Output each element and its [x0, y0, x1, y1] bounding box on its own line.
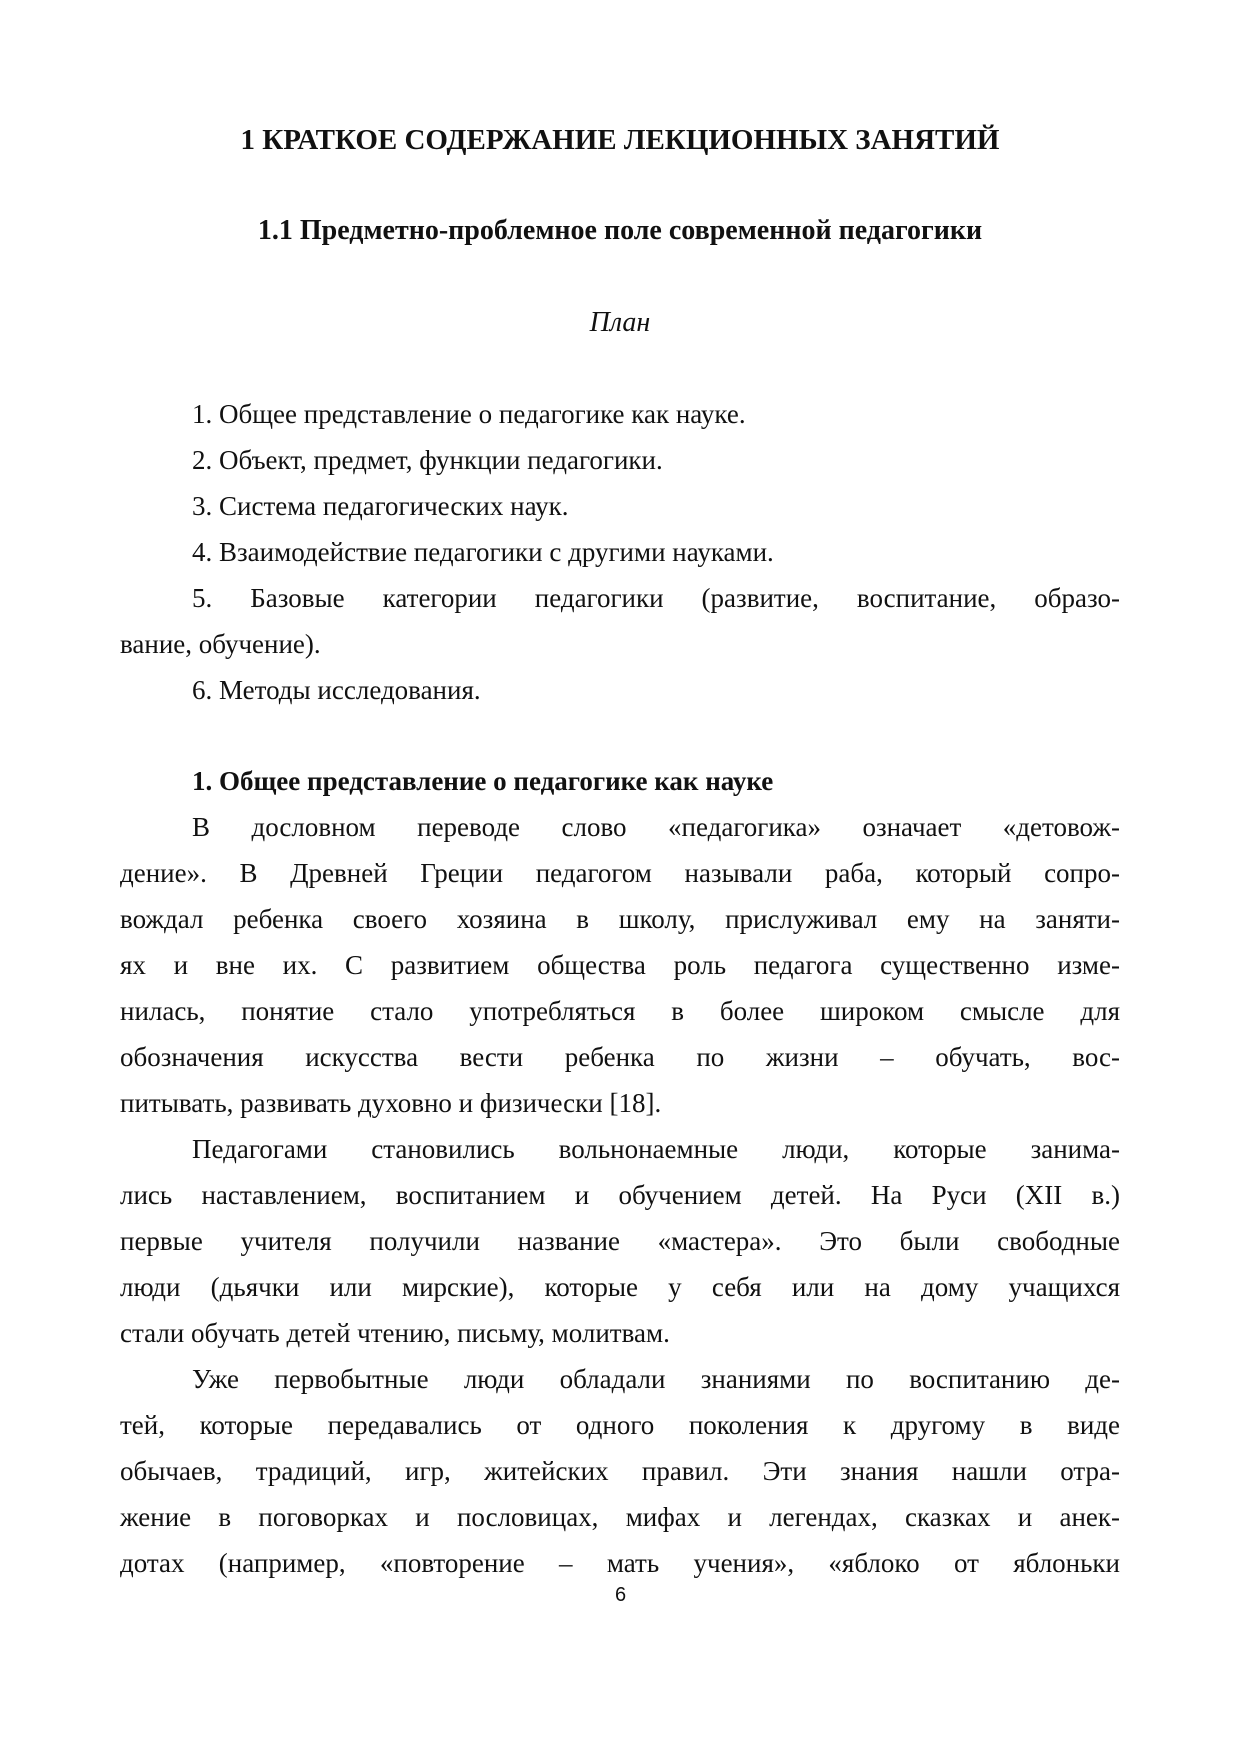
- text-line: обычаев, традиций, игр, житейских правил. Эти знания нашли отра-: [120, 1456, 1120, 1486]
- text-line: люди (дьячки или мирские), которые у себя или на дому учащихся: [120, 1272, 1120, 1302]
- body: [120, 758, 1120, 1586]
- text-line: стали обучать детей чтению, письму, молитвам.: [120, 1318, 670, 1348]
- text-line: тей, которые передавались от одного поколения к другому в виде: [120, 1410, 1120, 1440]
- plan-item: 1. Общее представление о педагогике как науке.: [192, 399, 746, 429]
- page-number: 6: [614, 1584, 627, 1606]
- text-line: дение». В Древней Греции педагогом называли раба, который сопро-: [120, 858, 1120, 888]
- text-line: нилась, понятие стало употребляться в более широком смысле для: [120, 996, 1120, 1026]
- plan-item: 5. Базовые категории педагогики (развитие, воспитание, образо-: [192, 583, 1120, 613]
- text-line: обозначения искусства вести ребенка по жизни – обучать, вос-: [120, 1042, 1120, 1072]
- chapter-title: 1 КРАТКОЕ СОДЕРЖАНИЕ ЛЕКЦИОННЫХ ЗАНЯТИЙ: [240, 124, 1000, 156]
- plan-item: 3. Система педагогических наук.: [192, 491, 569, 521]
- text-line: вождал ребенка своего хозяина в школу, прислуживал ему на заняти-: [120, 904, 1120, 934]
- text-line: дотах (например, «повторение – мать учения», «яблоко от яблоньки: [120, 1548, 1120, 1578]
- text-line: лись наставлением, воспитанием и обучением детей. На Руси (XII в.): [120, 1180, 1120, 1210]
- paragraph: [120, 804, 1120, 1126]
- section-subtitle: 1.1 Предметно-проблемное поле современной педагогики: [257, 215, 983, 246]
- plan-item: 4. Взаимодействие педагогики с другими науками.: [192, 537, 774, 567]
- text-line: В дословном переводе слово «педагогика» означает «детовож-: [192, 812, 1120, 842]
- text-line: первые учителя получили название «мастера». Это были свободные: [120, 1226, 1120, 1256]
- plan-item: 2. Объект, предмет, функции педагогики.: [192, 445, 663, 475]
- section-heading: 1. Общее представление о педагогике как науке: [192, 766, 774, 796]
- plan-item: 6. Методы исследования.: [192, 675, 481, 705]
- text-line: жение в поговорках и пословицах, мифах и легендах, сказках и анек-: [120, 1502, 1120, 1532]
- plan-list: [120, 391, 1120, 713]
- plan-item-continued: вание, обучение).: [120, 629, 321, 659]
- plan-heading: План: [589, 307, 651, 338]
- text-line: питывать, развивать духовно и физически [18].: [120, 1088, 662, 1118]
- text-line: Педагогами становились вольнонаемные люди, которые занима-: [192, 1134, 1120, 1164]
- text-line: Уже первобытные люди обладали знаниями по воспитанию де-: [192, 1364, 1120, 1394]
- paragraph: [120, 1356, 1120, 1586]
- text-line: ях и вне их. С развитием общества роль педагога существенно изме-: [120, 950, 1120, 980]
- paragraph: [120, 1126, 1120, 1356]
